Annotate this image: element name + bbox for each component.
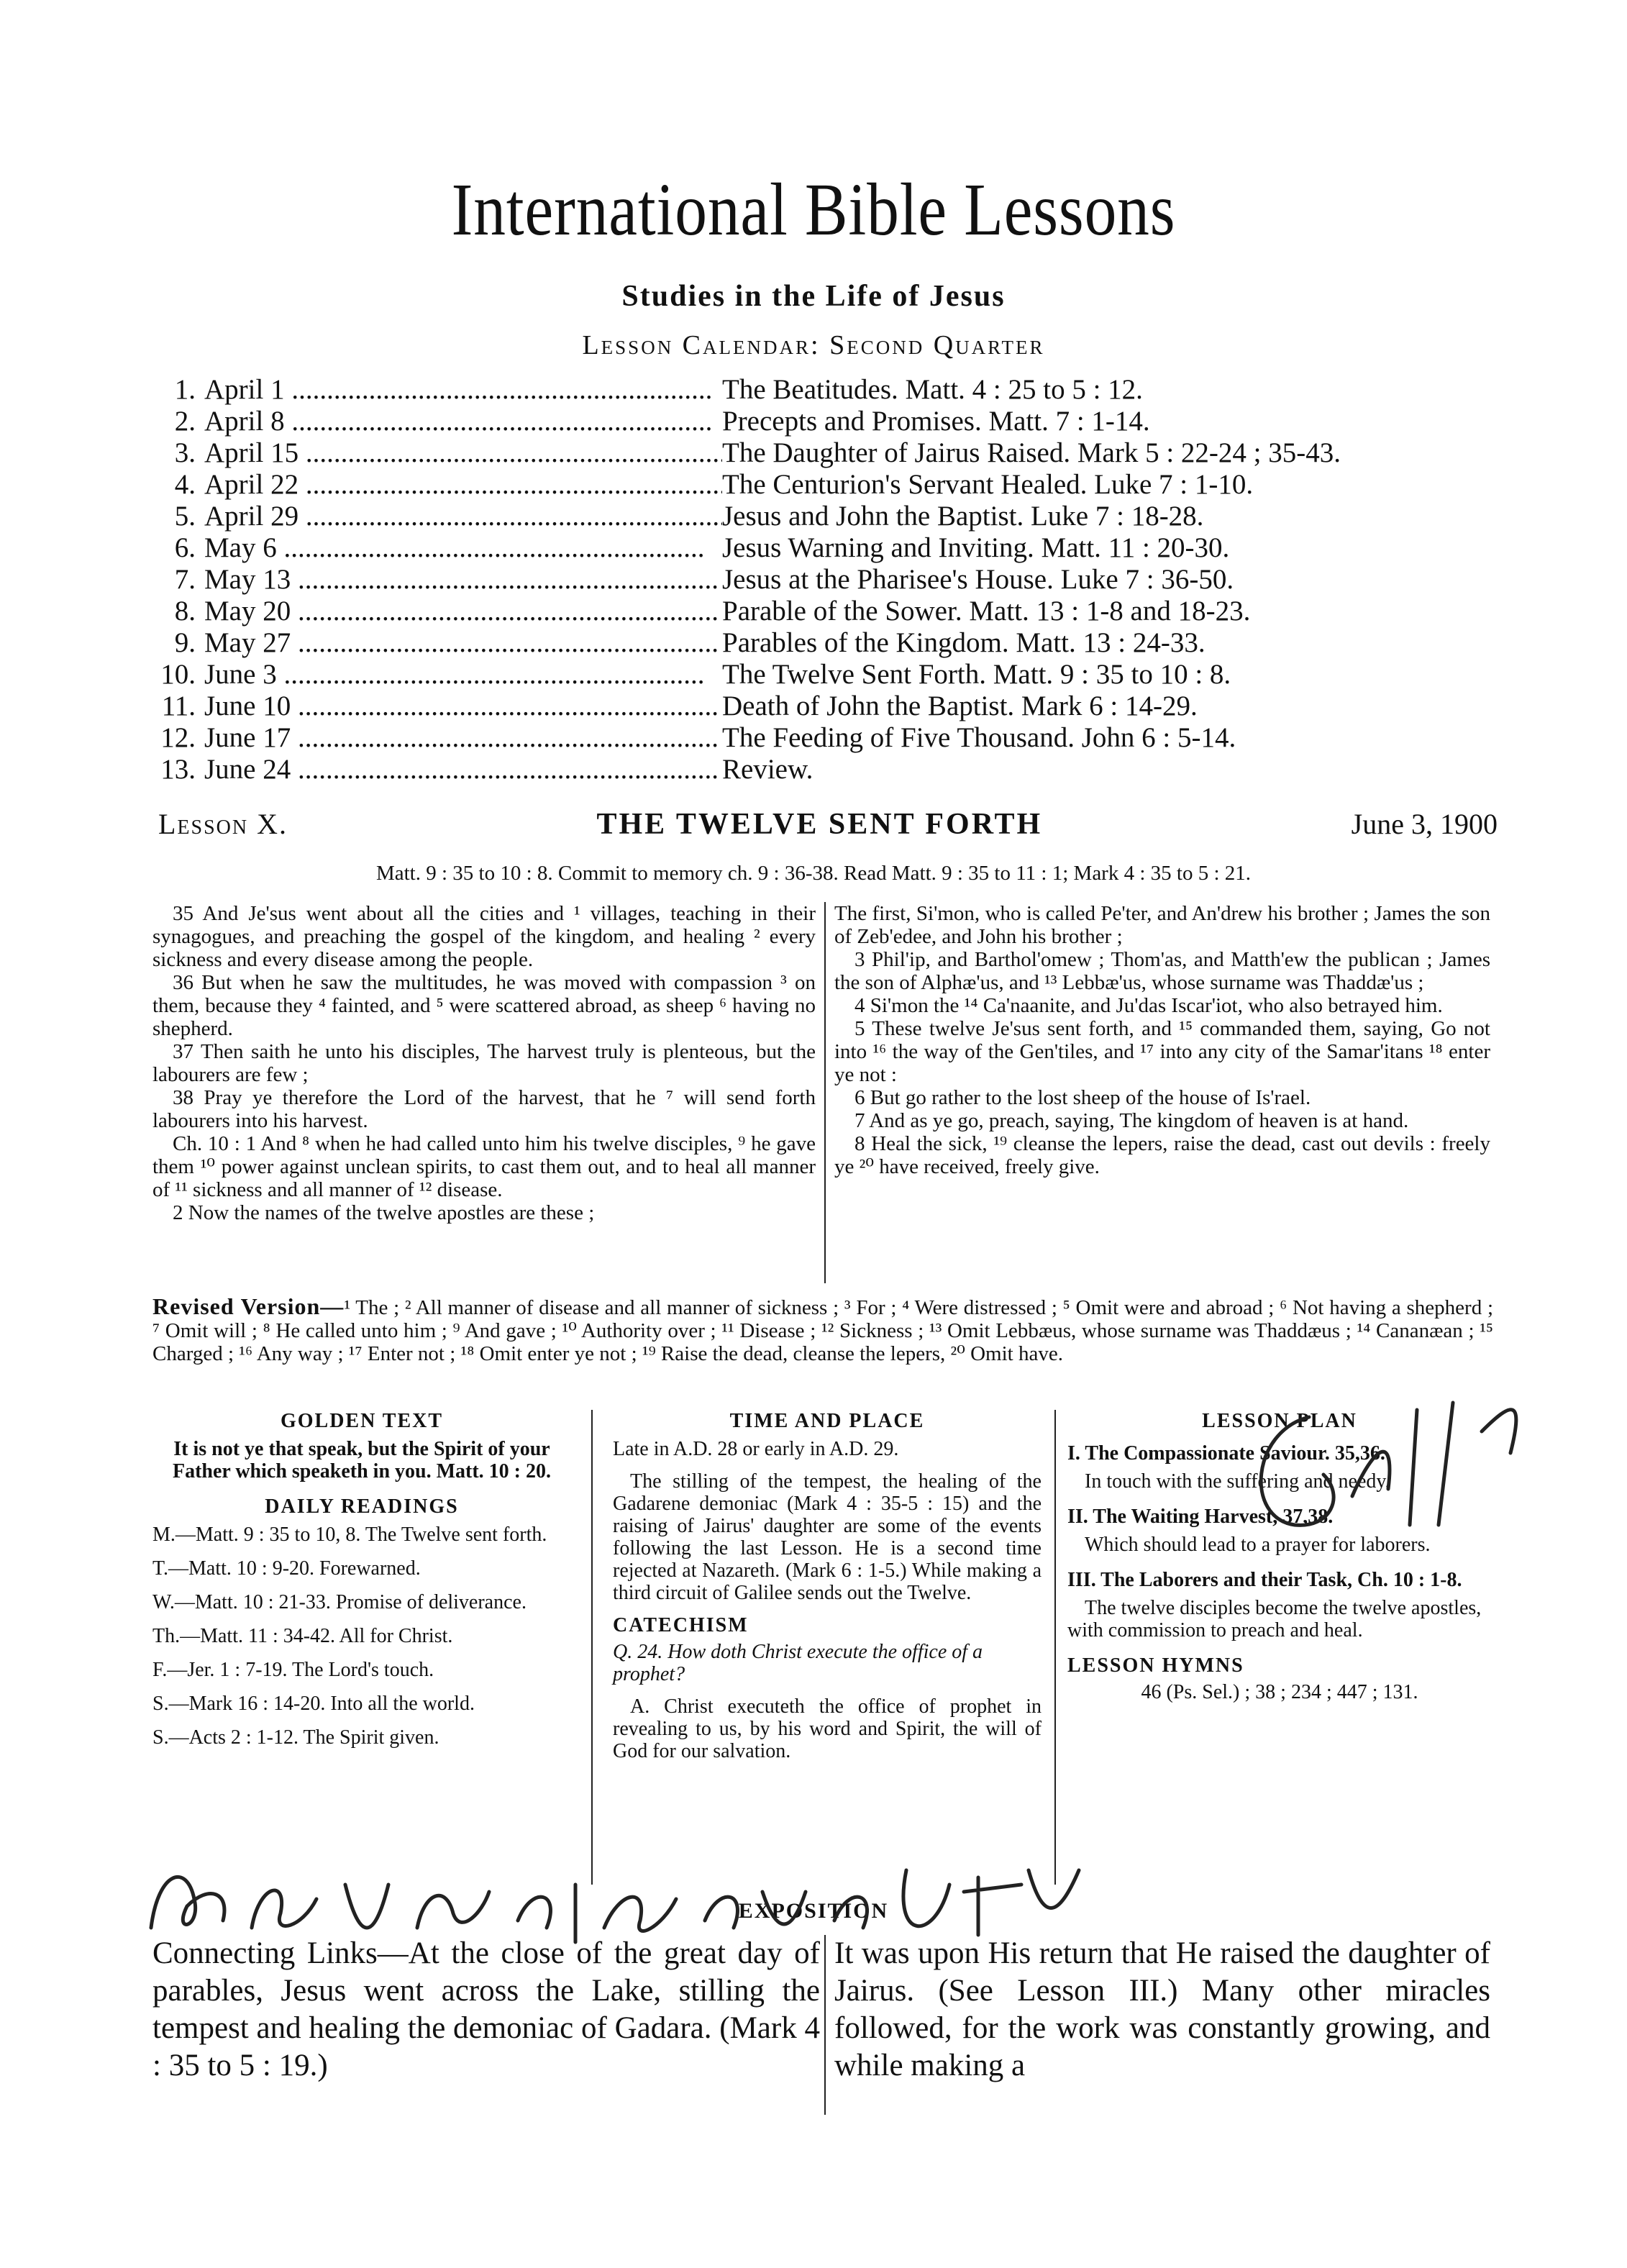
time-place-column xyxy=(613,1410,1042,1772)
calendar-date: June 3 ..... xyxy=(204,659,722,691)
catechism-heading: CATECHISM xyxy=(613,1614,749,1636)
calendar-row xyxy=(155,596,1508,627)
calendar-row xyxy=(155,659,1508,691)
verse-paragraph: 4 Si'mon the ¹⁴ Ca'naanite, and Ju'das Iscar'iot, who also betrayed him. xyxy=(854,994,1443,1017)
calendar-row xyxy=(155,501,1508,532)
calendar-date: May 27 ..... xyxy=(204,627,722,659)
verse-paragraph: Ch. 10 : 1 And ⁸ when he had called unto him his twelve disciples, ⁹ he gave them ¹⁰ power against unclean spirits, to cast them out, and to heal all manner of ¹¹ sickness and all manner of ¹² disease. xyxy=(152,1132,816,1201)
daily-reading-item: M.—Matt. 9 : 35 to 10, 8. The Twelve sent forth. xyxy=(152,1524,547,1546)
calendar-lesson: Parables of the Kingdom. Matt. 13 : 24-33. xyxy=(722,627,1206,658)
lesson-plan-item-title: I. The Compassionate Saviour. 35,36. xyxy=(1067,1442,1385,1465)
daily-readings-list xyxy=(152,1524,571,1749)
calendar-lesson: Parable of the Sower. Matt. 13 : 1-8 and 18-23. xyxy=(722,596,1251,627)
calendar-number: 2. xyxy=(174,406,196,437)
verse-paragraph: 3 Phil'ip, and Barthol'omew ; Thom'as, and Matth'ew the publican ; James the son of Alphæ'us, and ¹³ Lebbæ'us, whose surname was Thaddæ'us ; xyxy=(834,948,1490,994)
calendar-number: 8. xyxy=(174,596,196,627)
revised-label: Revised Version— xyxy=(152,1293,345,1319)
page-subtitle: Studies in the Life of Jesus xyxy=(621,280,1006,313)
lesson-plan-item-text: Which should lead to a prayer for laborers. xyxy=(1085,1534,1431,1556)
verse-paragraph: 6 But go rather to the lost sheep of the house of Is'rael. xyxy=(854,1086,1311,1109)
daily-reading-item: F.—Jer. 1 : 7-19. The Lord's touch. xyxy=(152,1659,434,1681)
calendar-number: 9. xyxy=(174,627,196,658)
calendar-lesson: Review. xyxy=(722,754,814,785)
lesson-plan-item-title: III. The Laborers and their Task, Ch. 10 : 1-8. xyxy=(1067,1569,1462,1591)
hymns-heading: LESSON HYMNS xyxy=(1067,1654,1244,1677)
verse-paragraph: 7 And as ye go, preach, saying, The kingdom of heaven is at hand. xyxy=(854,1109,1409,1132)
time-place-date: Late in A.D. 28 or early in A.D. 29. xyxy=(613,1438,899,1460)
revised-version xyxy=(152,1295,1493,1365)
calendar-date: June 24 ..... xyxy=(204,754,722,785)
daily-reading-item: Th.—Matt. 11 : 34-42. All for Christ. xyxy=(152,1625,453,1647)
verse-paragraph: The first, Si'mon, who is called Pe'ter, and An'drew his brother ; James the son of Zeb'edee, and John his brother ; xyxy=(834,902,1490,948)
calendar-number: 1. xyxy=(174,374,196,405)
catechism-answer: A. Christ executeth the office of prophet in revealing to us, by his word and Spirit, the will of God for our salvation. xyxy=(613,1695,1042,1762)
calendar-number: 7. xyxy=(174,564,196,595)
daily-reading-item: S.—Acts 2 : 1-12. The Spirit given. xyxy=(152,1726,439,1749)
calendar-row xyxy=(155,437,1508,469)
column-divider xyxy=(824,1935,826,2115)
calendar-date: April 22 ..... xyxy=(204,469,722,501)
calendar-number: 13. xyxy=(160,754,196,785)
verses-left-column xyxy=(152,902,816,1224)
daily-reading-item: T.—Matt. 10 : 9-20. Forewarned. xyxy=(152,1557,421,1580)
column-divider xyxy=(1054,1410,1056,1885)
verse-paragraph: 38 Pray ye therefore the Lord of the harvest, that he ⁷ will send forth labourers into his harvest. xyxy=(152,1086,816,1132)
column-divider xyxy=(824,902,826,1283)
calendar-date: April 8 ..... xyxy=(204,406,722,437)
calendar-lesson: The Centurion's Servant Healed. Luke 7 : 1-10. xyxy=(722,469,1254,500)
calendar-row xyxy=(155,627,1508,659)
exposition-right: It was upon His return that He raised the daughter of Jairus. (See Lesson III.) Many other miracles followed, for the work was constantly growing, and while making a xyxy=(834,1936,1490,2082)
calendar-row xyxy=(155,532,1508,564)
calendar-number: 4. xyxy=(174,469,196,500)
calendar-row xyxy=(155,374,1508,406)
page-title: International Bible Lessons xyxy=(451,168,1176,251)
column-divider xyxy=(591,1410,593,1885)
time-place-heading: TIME AND PLACE xyxy=(729,1410,925,1432)
calendar-number: 3. xyxy=(174,437,196,468)
calendar-row xyxy=(155,691,1508,722)
lesson-plan-item-text: The twelve disciples become the twelve apostles, with commission to preach and heal. xyxy=(1067,1597,1482,1641)
verses-right-column xyxy=(834,902,1490,1178)
daily-reading-item: W.—Matt. 10 : 21-33. Promise of deliverance. xyxy=(152,1591,527,1613)
handwritten-signature-left xyxy=(144,1841,1122,1949)
lesson-name: THE TWELVE SENT FORTH xyxy=(596,808,1043,841)
calendar-date: May 20 ..... xyxy=(204,596,722,627)
calendar-number: 5. xyxy=(174,501,196,532)
lesson-plan-item-text: In touch with the suffering and needy. xyxy=(1085,1470,1390,1493)
verse-paragraph: 37 Then saith he unto his disciples, The harvest truly is plenteous, but the labourers are few ; xyxy=(152,1040,816,1086)
lesson-reference: Matt. 9 : 35 to 10 : 8. Commit to memory ch. 9 : 36-38. Read Matt. 9 : 35 to 11 : 1; Mark 4 : 35 to 5 : 21. xyxy=(375,862,1252,885)
calendar-lesson: Jesus Warning and Inviting. Matt. 11 : 20-30. xyxy=(722,532,1230,563)
calendar-heading: Lesson Calendar: Second Quarter xyxy=(582,330,1045,360)
calendar-lesson: Death of John the Baptist. Mark 6 : 14-29. xyxy=(722,691,1198,721)
lesson-plan-item-title: II. The Waiting Harvest, 37,38. xyxy=(1067,1506,1334,1528)
calendar-lesson: The Daughter of Jairus Raised. Mark 5 : 22-24 ; 35-43. xyxy=(722,437,1341,468)
calendar-lesson: Jesus and John the Baptist. Luke 7 : 18-28. xyxy=(722,501,1204,532)
calendar-row xyxy=(155,722,1508,754)
lesson-header xyxy=(158,807,1498,842)
catechism-question: Q. 24. How doth Christ execute the office of a prophet? xyxy=(613,1641,983,1685)
lesson-date: June 3, 1900 xyxy=(1351,808,1498,840)
verse-paragraph: 8 Heal the sick, ¹⁹ cleanse the lepers, raise the dead, cast out devils : freely ye ²⁰ have received, freely give. xyxy=(834,1132,1490,1178)
calendar-date: April 1 ..... xyxy=(204,374,722,406)
calendar-date: June 17 ..... xyxy=(204,722,722,754)
calendar-lesson: Precepts and Promises. Matt. 7 : 1-14. xyxy=(722,406,1150,437)
calendar-number: 6. xyxy=(174,532,196,563)
exposition-heading: EXPOSITION xyxy=(738,1899,889,1923)
calendar-date: June 10 ..... xyxy=(204,691,722,722)
calendar-date: April 29 ..... xyxy=(204,501,722,532)
calendar-row xyxy=(155,564,1508,596)
calendar-row xyxy=(155,469,1508,501)
lesson-calendar xyxy=(155,374,1508,785)
handwritten-signature-right xyxy=(1208,1388,1539,1554)
calendar-lesson: The Twelve Sent Forth. Matt. 9 : 35 to 10 : 8. xyxy=(722,659,1231,690)
time-place-text: The stilling of the tempest, the healing of the Gadarene demoniac (Mark 4 : 35-5 : 15) and the raising of Jairus' daughter are some of the events following the last Lesson. He is a second time rejected at Nazareth. (Mark 6 : 1-5.) While making a third circuit of Galilee sends out the Twelve. xyxy=(613,1470,1042,1604)
calendar-lesson: The Feeding of Five Thousand. John 6 : 5-14. xyxy=(722,722,1236,753)
revised-text: ¹ The ; ² All manner of disease and all manner of sickness ; ³ For ; ⁴ Were distressed ; ⁵ Omit were and abroad ; ⁶ Not having a shepherd ; ⁷ Omit will ; ⁸ He called unto him ; ⁹ And gave ; ¹⁰ Authority over ; ¹¹ Disease ; ¹² Sickness ; ¹³ Omit Lebbæus, whose surname was Thaddæus ; ¹⁴ Cananæan ; ¹⁵ Charged ; ¹⁶ Any way ; ¹⁷ Enter not ; ¹⁸ Omit enter ye not ; ¹⁹ Raise the dead, cleanse the lepers, ²⁰ Omit have. xyxy=(152,1296,1494,1365)
calendar-number: 10. xyxy=(160,659,196,690)
calendar-date: April 15 ..... xyxy=(204,437,722,469)
daily-readings-heading: DAILY READINGS xyxy=(265,1495,459,1518)
verse-paragraph: 35 And Je'sus went about all the cities and ¹ villages, teaching in their synagogues, and preaching the gospel of the kingdom, and healing ² every sickness and every disease among the people. xyxy=(152,902,816,971)
calendar-date: May 13 ..... xyxy=(204,564,722,596)
calendar-row xyxy=(155,754,1508,785)
lesson-plan-heading: LESSON PLAN xyxy=(1202,1410,1357,1432)
exposition-left: Connecting Links—At the close of the great day of parables, Jesus went across the Lake, stilling the tempest and healing the demoniac of Gadara. (Mark 4 : 35 to 5 : 19.) xyxy=(152,1936,820,2082)
lesson-number: Lesson X. xyxy=(158,808,288,840)
hymns-text: 46 (Ps. Sel.) ; 38 ; 234 ; 447 ; 131. xyxy=(1141,1681,1418,1703)
verse-paragraph: 5 These twelve Je'sus sent forth, and ¹⁵ commanded them, saying, Go not into ¹⁶ the way of the Gen'tiles, and ¹⁷ into any city of the Samar'itans ¹⁸ enter ye not : xyxy=(834,1017,1490,1086)
calendar-date: May 6 ..... xyxy=(204,532,722,564)
golden-text: It is not ye that speak, but the Spirit of your Father which speaketh in you. Matt. 10 : 20. xyxy=(172,1438,552,1483)
verse-paragraph: 2 Now the names of the twelve apostles are these ; xyxy=(173,1201,595,1224)
golden-text-column xyxy=(152,1410,571,1760)
calendar-row xyxy=(155,406,1508,437)
calendar-number: 11. xyxy=(161,691,196,721)
calendar-lesson: Jesus at the Pharisee's House. Luke 7 : 36-50. xyxy=(722,564,1234,595)
verse-paragraph: 36 But when he saw the multitudes, he was moved with compassion ³ on them, because they ⁴ fainted, and ⁵ were scattered abroad, as sheep ⁶ having no shepherd. xyxy=(152,971,816,1040)
calendar-number: 12. xyxy=(160,722,196,753)
calendar-lesson: The Beatitudes. Matt. 4 : 25 to 5 : 12. xyxy=(722,374,1143,405)
golden-text-heading: GOLDEN TEXT xyxy=(280,1410,444,1432)
daily-reading-item: S.—Mark 16 : 14-20. Into all the world. xyxy=(152,1693,475,1715)
